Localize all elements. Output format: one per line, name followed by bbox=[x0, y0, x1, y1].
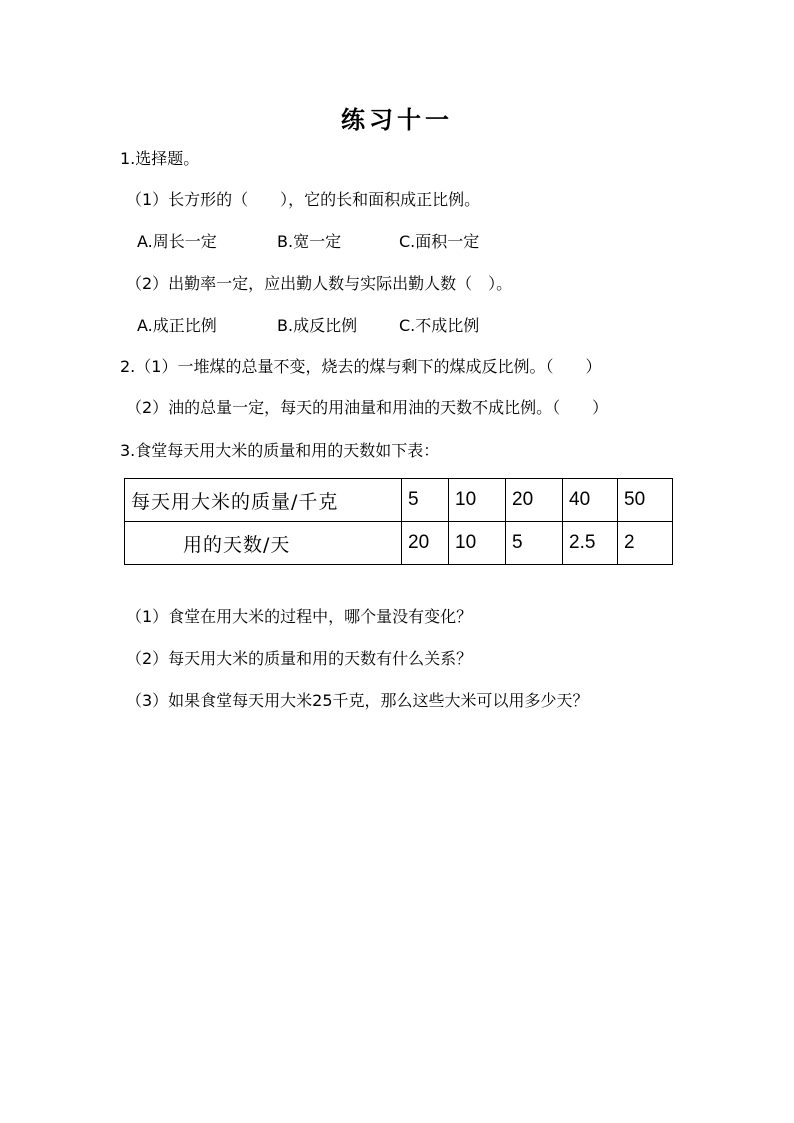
table-cell: 50 bbox=[618, 479, 673, 522]
table-row-header: 用的天数/天 bbox=[125, 522, 402, 565]
rice-usage-table bbox=[124, 478, 673, 565]
table-row bbox=[125, 522, 673, 565]
option-a: A.成正比例 bbox=[137, 316, 217, 335]
table-cell: 2.5 bbox=[563, 522, 618, 565]
table-cell: 20 bbox=[402, 522, 449, 565]
question-1-heading: 1.选择题。 bbox=[120, 149, 200, 168]
question-1-2-text: （2）出勤率一定，应出勤人数与实际出勤人数（ ）。 bbox=[126, 274, 513, 293]
table-row-header: 每天用大米的质量/千克 bbox=[125, 479, 402, 522]
table-cell: 2 bbox=[618, 522, 673, 565]
table-cell: 10 bbox=[449, 522, 506, 565]
question-3-3-text: （3）如果食堂每天用大米25千克，那么这些大米可以用多少天？ bbox=[126, 691, 589, 710]
option-b: B.成反比例 bbox=[277, 316, 358, 335]
table-cell: 40 bbox=[563, 479, 618, 522]
page-title: 练习十一 bbox=[341, 106, 453, 134]
question-2-line-2: （2）油的总量一定，每天的用油量和用油的天数不成比例。（ ） bbox=[126, 398, 609, 417]
question-3-heading: 3.食堂每天用大米的质量和用的天数如下表： bbox=[120, 441, 440, 460]
option-c: C.面积一定 bbox=[399, 232, 480, 251]
table-cell: 20 bbox=[506, 479, 563, 522]
option-c: C.不成比例 bbox=[399, 316, 480, 335]
table-cell: 5 bbox=[402, 479, 449, 522]
question-2-line-1: 2.（1）一堆煤的总量不变，烧去的煤与剩下的煤成反比例。（ ） bbox=[120, 357, 602, 376]
question-1-1-text: （1）长方形的（ ），它的长和面积成正比例。 bbox=[126, 190, 481, 209]
option-a: A.周长一定 bbox=[137, 232, 217, 251]
table-cell: 5 bbox=[506, 522, 563, 565]
option-b: B.宽一定 bbox=[277, 232, 342, 251]
question-1-2-options bbox=[137, 315, 479, 337]
table-row bbox=[125, 479, 673, 522]
question-1-1-options bbox=[137, 231, 479, 253]
question-3-1-text: （1）食堂在用大米的过程中，哪个量没有变化？ bbox=[126, 607, 473, 626]
question-3-2-text: （2）每天用大米的质量和用的天数有什么关系？ bbox=[126, 649, 473, 668]
table-cell: 10 bbox=[449, 479, 506, 522]
